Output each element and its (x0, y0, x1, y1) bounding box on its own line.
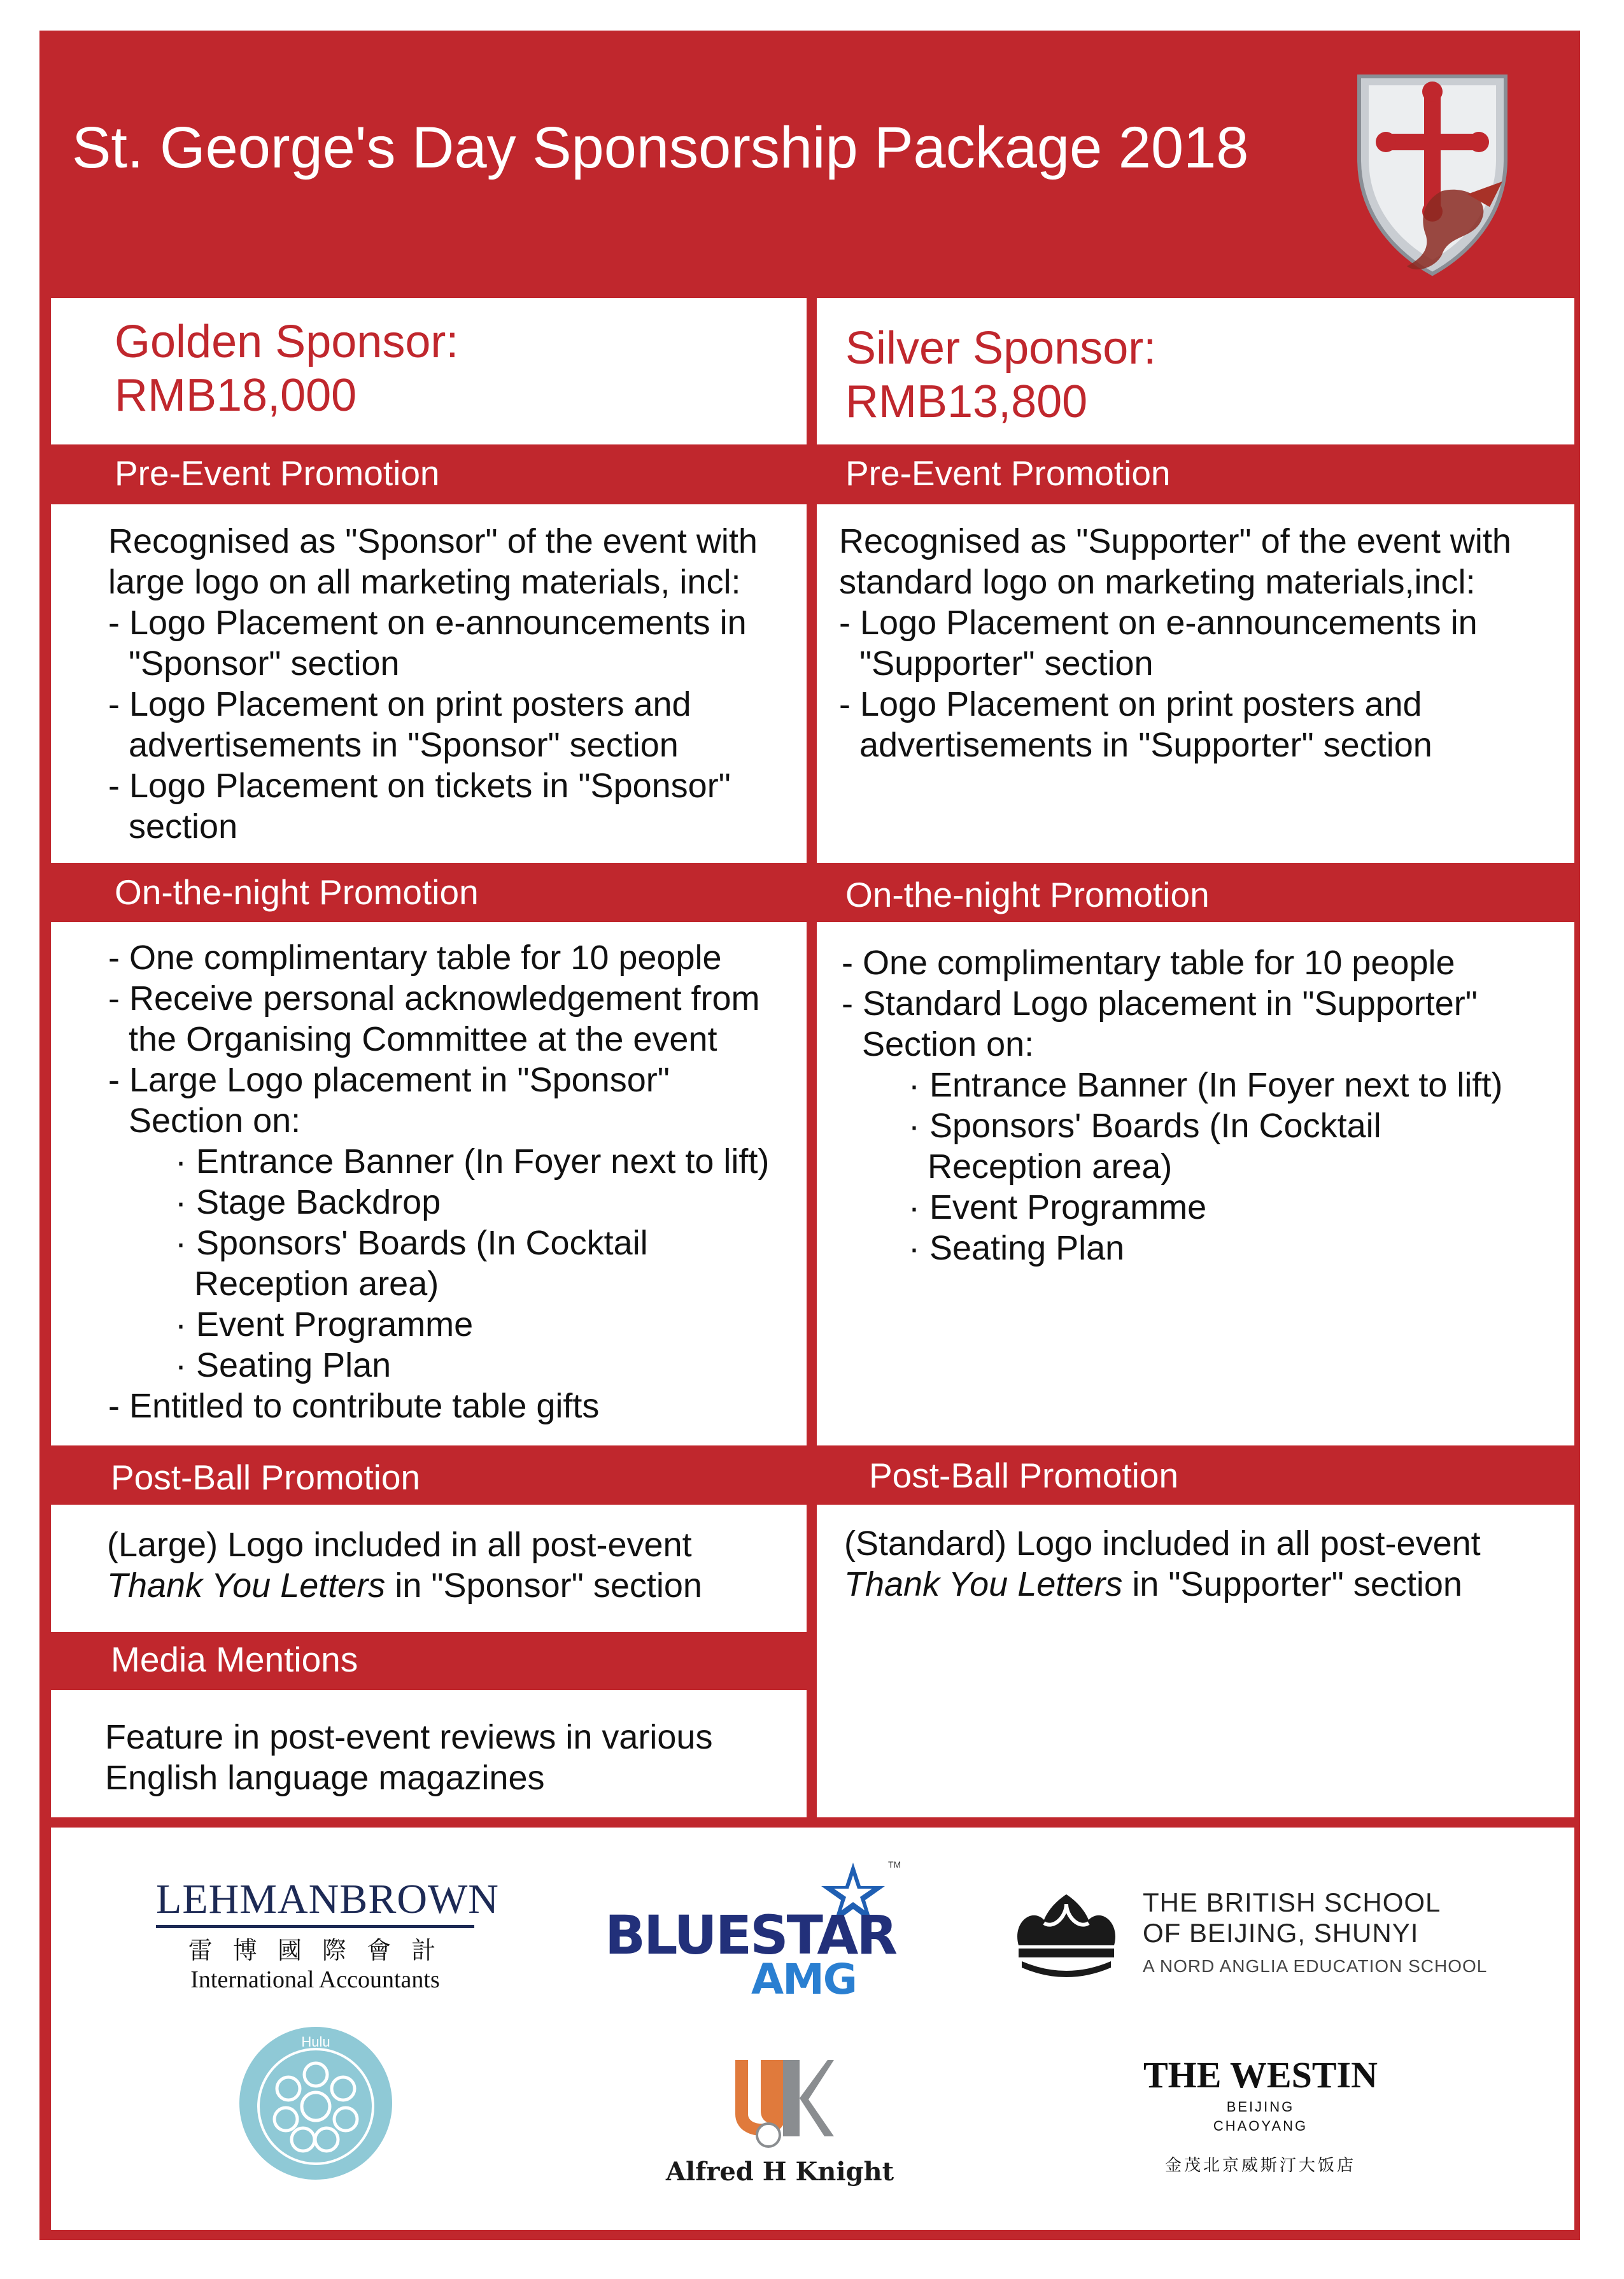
text-line: - Logo Placement on e-announcements in (108, 604, 747, 642)
text-line: advertisements in "Supporter" section (859, 726, 1432, 764)
golden-sponsor-price: RMB18,000 (115, 370, 357, 421)
lehmanbrown-rule (156, 1925, 474, 1928)
ahk-uk-icon (723, 2054, 837, 2149)
westin-chinese: 金茂北京威斯汀大饭店 (1164, 2156, 1356, 2175)
text-line: advertisements in "Sponsor" section (129, 726, 679, 764)
text-line: Recognised as "Supporter" of the event with (839, 522, 1511, 560)
text-line: Section on: (862, 1025, 1034, 1063)
golden-sponsor-title: Golden Sponsor: (115, 316, 459, 367)
bluestar-amg-logo (605, 1859, 910, 2004)
text-line: - Standard Logo placement in "Supporter" (842, 984, 1478, 1023)
text-line: Reception area) (928, 1147, 1173, 1186)
text-line: - Large Logo placement in "Sponsor" (108, 1061, 670, 1099)
text-line: "Supporter" section (859, 644, 1154, 683)
silver-post-ball-text (844, 1523, 1481, 1605)
text-line: Recognised as "Sponsor" of the event with (108, 522, 758, 560)
lehmanbrown-name: LEHMANBROWN (156, 1876, 499, 1922)
silver-sponsor-title: Silver Sponsor: (845, 323, 1157, 374)
text-line (844, 1564, 1481, 1605)
golden-post-ball-heading: Post-Ball Promotion (111, 1458, 421, 1497)
bluestar-tm: TM (888, 1859, 901, 1870)
text-line: English language magazines (105, 1759, 545, 1797)
text-line: - One complimentary table for 10 people (842, 944, 1455, 982)
silver-pre-event-text (839, 521, 1511, 765)
text-line: - Logo Placement on print posters and (839, 685, 1422, 723)
text-line: · Sponsors' Boards (In Cocktail (908, 1107, 1381, 1145)
text-line: · Event Programme (175, 1305, 474, 1344)
text-line: Section on: (129, 1102, 301, 1140)
text-line: · Seating Plan (175, 1346, 392, 1384)
text-line: Reception area) (194, 1265, 439, 1303)
text-line: · Entrance Banner (In Foyer next to lift) (175, 1142, 770, 1181)
text-line: Feature in post-event reviews in various (105, 1718, 713, 1756)
golden-post-ball-text (107, 1524, 702, 1606)
golden-pre-event-heading: Pre-Event Promotion (115, 453, 440, 493)
golden-media-heading: Media Mentions (111, 1640, 358, 1679)
bluestar-amg: AMG (751, 1955, 856, 2004)
text-line: · Stage Backdrop (175, 1183, 441, 1221)
westin-logo (1133, 2054, 1388, 2194)
st-george-shield-dragon-icon (1346, 64, 1518, 280)
westin-line3: CHAOYANG (1213, 2118, 1308, 2134)
bsb-line3: A NORD ANGLIA EDUCATION SCHOOL (1143, 1956, 1488, 1976)
text-line: "Sponsor" section (129, 644, 400, 683)
text-span: in "Sponsor" section (385, 1566, 702, 1605)
text-line: · Event Programme (908, 1188, 1207, 1226)
bluestar-name: BLUESTAR (605, 1904, 896, 1966)
thank-you-letters: Thank You Letters (844, 1565, 1123, 1603)
silver-on-night-heading: On-the-night Promotion (845, 875, 1210, 914)
alfred-h-knight-logo (653, 2054, 907, 2194)
text-line: · Seating Plan (908, 1229, 1125, 1267)
silver-on-night-text (842, 942, 1502, 1268)
text-line: (Standard) Logo included in all post-event (844, 1524, 1481, 1563)
lehmanbrown-sub: International Accountants (190, 1966, 440, 1993)
text-line: · Entrance Banner (In Foyer next to lift) (908, 1066, 1503, 1104)
text-line: - Logo Placement on print posters and (108, 685, 691, 723)
bsb-line1: THE BRITISH SCHOOL (1143, 1887, 1441, 1917)
british-school-logo (1006, 1885, 1515, 1987)
text-span: in "Supporter" section (1122, 1565, 1462, 1603)
silver-sponsor-price: RMB13,800 (845, 376, 1088, 427)
text-line: section (129, 807, 238, 846)
text-line: standard logo on marketing materials,incl: (839, 563, 1476, 601)
silver-post-ball-heading: Post-Ball Promotion (869, 1456, 1179, 1495)
golden-on-night-heading: On-the-night Promotion (115, 872, 479, 912)
lehmanbrown-logo (156, 1875, 499, 1994)
ahk-name: Alfred H Knight (665, 2157, 894, 2187)
text-line: - Logo Placement on tickets in "Sponsor" (108, 767, 731, 805)
page-title: St. George's Day Sponsorship Package 2018 (72, 115, 1249, 180)
text-line: - Entitled to contribute table gifts (108, 1387, 600, 1425)
text-line: - Logo Placement on e-announcements in (839, 604, 1478, 642)
text-line: the Organising Committee at the event (129, 1020, 717, 1058)
text-line: - One complimentary table for 10 people (108, 939, 722, 977)
text-line: (Large) Logo included in all post-event (107, 1526, 692, 1564)
thank-you-letters: Thank You Letters (107, 1566, 386, 1605)
hulu-name: Hulu (301, 2034, 330, 2050)
hulu-logo (237, 2025, 394, 2182)
text-line: · Sponsors' Boards (In Cocktail (175, 1224, 648, 1262)
school-crest-icon (1006, 1885, 1127, 1980)
golden-media-text (105, 1717, 712, 1798)
golden-pre-event-text (108, 521, 758, 847)
westin-line2: BEIJING (1226, 2099, 1295, 2115)
golden-on-night-text (108, 937, 769, 1426)
lehmanbrown-chinese: 雷 博 國 際 會 計 (188, 1936, 442, 1964)
text-line (107, 1565, 702, 1606)
silver-pre-event-heading: Pre-Event Promotion (845, 453, 1171, 493)
text-line: large logo on all marketing materials, incl: (108, 563, 741, 601)
text-line: - Receive personal acknowledgement from (108, 979, 760, 1018)
westin-name: THE WESTIN (1143, 2054, 1378, 2096)
bsb-line2: OF BEIJING, SHUNYI (1143, 1918, 1419, 1948)
